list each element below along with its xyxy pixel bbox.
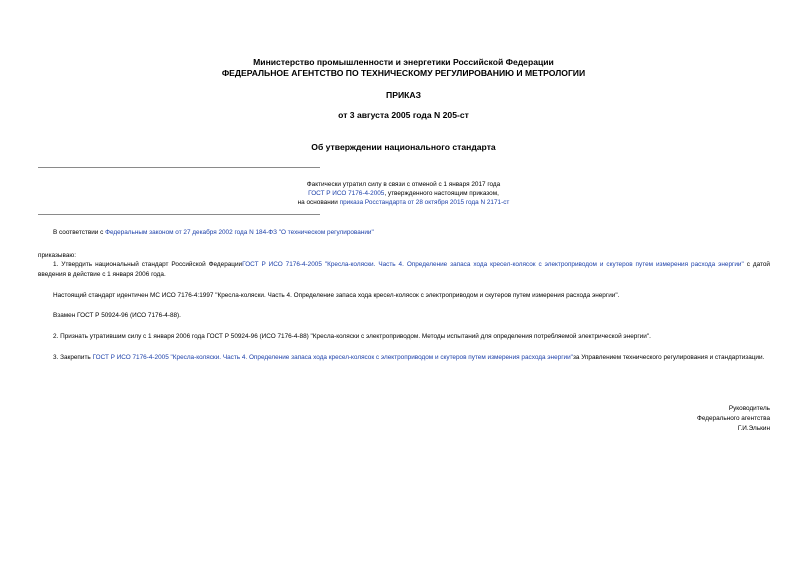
status-note-line2: [0, 189, 807, 198]
basis-prefix: В соответствии с: [53, 229, 106, 236]
status-note-standard-link[interactable]: ГОСТ Р ИСО 7176-4-2005: [308, 190, 385, 197]
status-note-line3-prefix: на основании: [297, 199, 340, 206]
item-3-suffix: за Управлением технического регулирования и стандартизации.: [572, 354, 765, 361]
status-note-line2-text: , утвержденного настоящим приказом,: [384, 190, 499, 197]
item-2-paragraph: 2. Признать утратившим силу с 1 января 2006 года ГОСТ Р 50924-96 (ИСО 7176-4-88) "Кресла-коляски с электроприводом. Методы испытаний для определения потребляемой электрической энергии".: [53, 333, 651, 340]
item-3-paragraph: [38, 353, 770, 363]
ministry-title: Министерство промышленности и энергетики Российской Федерации: [253, 57, 554, 67]
signature-name: Г.И.Элькин: [737, 425, 770, 432]
item-3-prefix: 3. Закрепить: [53, 354, 93, 361]
item-1-paragraph: [38, 260, 770, 279]
divider-bottom: [38, 214, 320, 215]
replaces-paragraph: Взамен ГОСТ Р 50924-96 (ИСО 7176-4-88).: [53, 312, 181, 319]
status-note-line3: [0, 198, 807, 207]
agency-title: ФЕДЕРАЛЬНОЕ АГЕНТСТВО ПО ТЕХНИЧЕСКОМУ РЕГУЛИРОВАНИЮ И МЕТРОЛОГИИ: [221, 68, 586, 78]
status-note: [0, 180, 807, 207]
item-1-standard-link[interactable]: ГОСТ Р ИСО 7176-4-2005 "Кресла-коляски. Часть 4. Определение запаса хода кресел-колясок с электроприводом и скутеров путем измерения расхода энергии": [242, 261, 744, 268]
signature-agency: Федерального агентства: [696, 415, 770, 422]
document-type: ПРИКАЗ: [386, 90, 421, 100]
signature-block: [697, 404, 770, 434]
item-1-suffix: с датой введения в действие с 1 января 2006 года.: [38, 261, 770, 278]
status-note-order-link[interactable]: приказа Росстандарта от 28 октября 2015 года N 2171-ст: [339, 199, 510, 206]
federal-law-link[interactable]: Федеральным законом от 27 декабря 2002 года N 184-ФЗ "О техническом регулировании": [105, 229, 374, 236]
signature-position: Руководитель: [728, 405, 770, 412]
identical-paragraph: Настоящий стандарт идентичен МС ИСО 7176-4:1997 "Кресла-коляски. Часть 4. Определение запаса хода кресел-колясок с электроприводом и скутеров путем измерения расхода энергии".: [53, 292, 620, 299]
basis-paragraph: [38, 228, 770, 238]
document-date-number: от 3 августа 2005 года N 205-ст: [338, 110, 469, 120]
item-1-prefix: 1. Утвердить национальный стандарт Российской Федерации: [53, 261, 243, 268]
document-subject: Об утверждении национального стандарта: [311, 142, 496, 152]
order-word: приказываю:: [38, 252, 76, 259]
status-note-line1: Фактически утратил силу в связи с отменой с 1 января 2017 года: [306, 181, 501, 188]
divider-top: [38, 167, 320, 168]
item-3-standard-link[interactable]: ГОСТ Р ИСО 7176-4-2005 "Кресла-коляски. Часть 4. Определение запаса хода кресел-колясок с электроприводом и скутеров путем измерения расхода энергии": [92, 354, 573, 361]
